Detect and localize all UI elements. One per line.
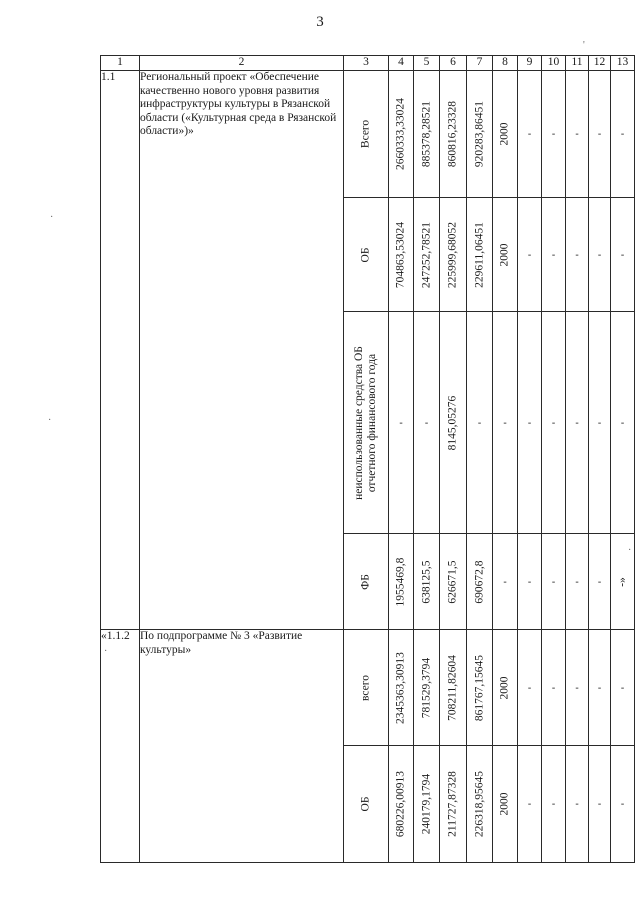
value-cell: 920283,86451 xyxy=(473,100,485,168)
value-cell: 2000 xyxy=(498,243,511,266)
value-cell: - xyxy=(597,798,602,810)
scan-speck: · xyxy=(48,415,52,426)
value-cell: - xyxy=(575,682,579,693)
funding-source: ОБ xyxy=(359,796,372,812)
value-cell: 2000 xyxy=(498,122,511,146)
col-header: 13 xyxy=(611,56,635,71)
value-cell: 704863,53024 xyxy=(394,221,407,288)
value-cell: 708211,82604 xyxy=(446,654,459,721)
value-cell: - xyxy=(575,576,579,587)
value-cell: 1955469,8 xyxy=(394,557,407,606)
col-header: 5 xyxy=(414,56,440,71)
col-header: 2 xyxy=(140,56,344,71)
section-name: Региональный проект «Обеспечение качественно нового уровня развития инфраструктуры культуры в Рязанской области («Культурная среда в Рязанской области»)» xyxy=(140,71,344,630)
value-cell: 247252,78521 xyxy=(420,221,432,288)
value-cell: - xyxy=(597,417,602,428)
value-cell: - xyxy=(575,249,579,260)
column-header-row xyxy=(101,56,635,71)
col-header: 11 xyxy=(566,56,589,71)
col-header: 10 xyxy=(542,56,566,71)
value-cell: 225999,68052 xyxy=(446,221,459,288)
table-row xyxy=(101,71,635,198)
col-header: 8 xyxy=(493,56,518,71)
value-cell: 885378,28521 xyxy=(420,100,432,168)
value-cell: -» xyxy=(616,576,628,587)
value-cell: 680226,00913 xyxy=(394,770,407,838)
value-cell: 240179,1794 xyxy=(420,773,432,835)
value-cell: - xyxy=(551,128,556,140)
value-cell: 690672,8 xyxy=(473,559,485,604)
funding-source: неиспользованные средства ОБ отчетного финансового года xyxy=(353,345,378,500)
col-header: 9 xyxy=(518,56,542,71)
col-header: 7 xyxy=(467,56,493,71)
value-cell: 229611,06451 xyxy=(473,221,485,288)
value-cell: - xyxy=(620,128,625,140)
value-cell: - xyxy=(597,128,602,140)
value-cell: - xyxy=(551,682,556,693)
value-cell: - xyxy=(551,417,556,428)
col-header: 12 xyxy=(589,56,611,71)
value-cell: - xyxy=(399,417,403,428)
value-cell: - xyxy=(620,417,625,428)
value-cell: - xyxy=(575,798,579,810)
value-cell: - xyxy=(477,417,482,428)
col-header: 3 xyxy=(344,56,389,71)
value-cell: 860816,23328 xyxy=(446,100,459,168)
value-cell: 638125,5 xyxy=(420,559,432,604)
value-cell: - xyxy=(620,798,625,810)
section-name: По подпрограмме № 3 «Развитие культуры» xyxy=(140,630,344,863)
value-cell: - xyxy=(527,249,532,260)
page-number: 3 xyxy=(316,14,324,30)
section-number: 1.1 xyxy=(101,71,140,630)
value-cell: - xyxy=(527,576,532,587)
scan-speck: · xyxy=(104,646,108,657)
value-cell: - xyxy=(575,417,579,428)
funding-source: ОБ xyxy=(359,247,372,262)
funding-source: Всего xyxy=(359,119,372,149)
value-cell: 2000 xyxy=(498,792,511,816)
value-cell: - xyxy=(503,417,507,428)
value-cell: - xyxy=(575,128,579,140)
budget-table xyxy=(100,55,635,863)
value-cell: - xyxy=(597,249,602,260)
value-cell: - xyxy=(551,798,556,810)
value-cell: 626671,5 xyxy=(446,559,459,604)
scan-speck: · xyxy=(628,545,632,556)
value-cell: 861767,15645 xyxy=(473,654,485,721)
value-cell: 226318,95645 xyxy=(473,770,485,838)
value-cell: - xyxy=(527,798,532,810)
col-header: 1 xyxy=(101,56,140,71)
value-cell: 2000 xyxy=(498,676,511,699)
value-cell: - xyxy=(527,682,532,693)
scan-speck: · xyxy=(50,212,54,223)
value-cell: - xyxy=(424,417,429,428)
value-cell: - xyxy=(620,682,625,693)
col-header: 4 xyxy=(389,56,414,71)
value-cell: 2345363,30913 xyxy=(394,651,407,724)
value-cell: - xyxy=(527,128,532,140)
value-cell: - xyxy=(551,576,556,587)
funding-source: всего xyxy=(359,674,372,701)
value-cell: - xyxy=(503,576,507,587)
col-header: 6 xyxy=(440,56,467,71)
value-cell: - xyxy=(551,249,556,260)
funding-source: ФБ xyxy=(359,573,372,590)
value-cell: - xyxy=(527,417,532,428)
value-cell: 2660333,33024 xyxy=(394,98,407,170)
value-cell: - xyxy=(597,682,602,693)
value-cell: - xyxy=(620,249,625,260)
section-number: «1.1.2 xyxy=(101,630,140,863)
scan-speck: ' xyxy=(583,40,585,51)
value-cell: - xyxy=(597,576,602,587)
value-cell: 781529,3794 xyxy=(420,657,432,718)
table-row xyxy=(101,630,635,746)
value-cell: 8145,05276 xyxy=(446,395,459,450)
value-cell: 211727,87328 xyxy=(446,771,459,837)
